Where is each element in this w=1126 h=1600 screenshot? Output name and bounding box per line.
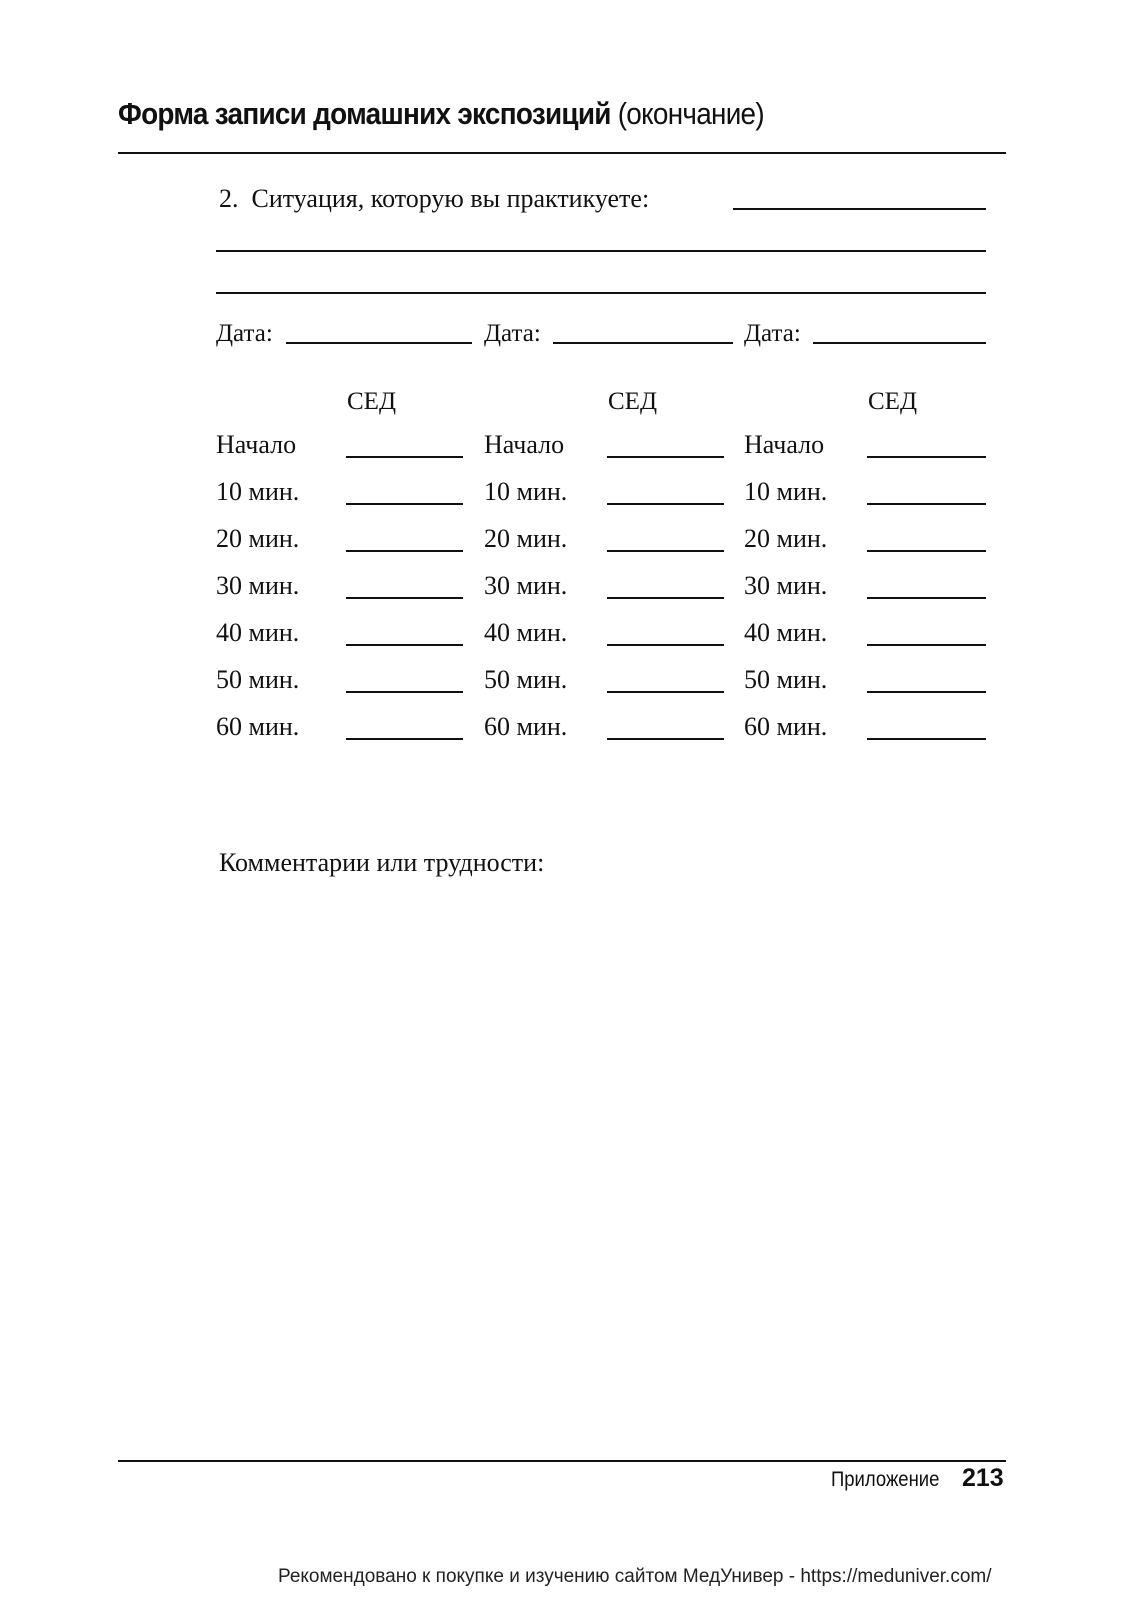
time-label: 30 мин. — [484, 571, 568, 600]
sed-header-3: СЕД — [868, 388, 917, 415]
sed-rating-field[interactable] — [346, 503, 463, 505]
sed-rating-field[interactable] — [867, 691, 986, 693]
situation-field-line-2[interactable] — [216, 250, 986, 252]
sed-rating-field[interactable] — [607, 503, 724, 505]
question-text — [219, 184, 649, 214]
time-label: 40 мин. — [744, 618, 828, 647]
time-label: Начало — [484, 430, 565, 459]
sed-rating-field[interactable] — [607, 691, 724, 693]
time-label: 20 мин. — [216, 524, 300, 553]
sed-rating-field[interactable] — [867, 644, 986, 646]
time-label: 40 мин. — [484, 618, 568, 647]
time-label: 20 мин. — [744, 524, 828, 553]
time-label: 60 мин. — [484, 712, 568, 741]
watermark: Рекомендовано к покупке и изучению сайтом МедУнивер - https://meduniver.com/ — [278, 1566, 992, 1587]
header-divider — [118, 152, 1006, 154]
footer-section: Приложение — [831, 1468, 940, 1491]
sed-rating-field[interactable] — [607, 550, 724, 552]
sed-rating-field[interactable] — [867, 550, 986, 552]
time-label: 10 мин. — [744, 477, 828, 506]
sed-rating-field[interactable] — [346, 738, 463, 740]
sed-rating-field[interactable] — [346, 597, 463, 599]
sed-header-1: СЕД — [347, 388, 396, 415]
sed-rating-field[interactable] — [867, 738, 986, 740]
date-label-2: Дата: — [484, 320, 541, 347]
sed-rating-field[interactable] — [346, 456, 463, 458]
sed-rating-field[interactable] — [607, 456, 724, 458]
time-label: 60 мин. — [216, 712, 300, 741]
sed-rating-field[interactable] — [867, 456, 986, 458]
sed-rating-field[interactable] — [607, 644, 724, 646]
title-main: Форма записи домашних экспозиций — [118, 96, 611, 131]
question-number: 2. — [219, 184, 239, 213]
sed-rating-field[interactable] — [607, 738, 724, 740]
sed-rating-field[interactable] — [867, 597, 986, 599]
time-label: Начало — [216, 430, 297, 459]
date-label-3: Дата: — [744, 320, 801, 347]
time-label: 50 мин. — [216, 665, 300, 694]
page-title — [118, 96, 764, 132]
time-label: 10 мин. — [484, 477, 568, 506]
comments-label: Комментарии или трудности: — [219, 848, 545, 877]
date-field-1[interactable] — [286, 342, 472, 344]
sed-header-2: СЕД — [608, 388, 657, 415]
date-field-2[interactable] — [553, 342, 733, 344]
date-label-1: Дата: — [216, 320, 273, 347]
situation-field-line-1[interactable] — [733, 208, 986, 210]
time-label: 60 мин. — [744, 712, 828, 741]
time-label: Начало — [744, 430, 825, 459]
time-label: 30 мин. — [216, 571, 300, 600]
title-suffix: (окончание) — [617, 96, 764, 131]
sed-rating-field[interactable] — [867, 503, 986, 505]
time-label: 50 мин. — [484, 665, 568, 694]
time-label: 10 мин. — [216, 477, 300, 506]
time-label: 50 мин. — [744, 665, 828, 694]
time-label: 20 мин. — [484, 524, 568, 553]
sed-rating-field[interactable] — [346, 550, 463, 552]
time-label: 30 мин. — [744, 571, 828, 600]
footer-divider — [118, 1460, 1006, 1462]
question-label: Ситуация, которую вы практикуете: — [251, 184, 650, 213]
time-label: 40 мин. — [216, 618, 300, 647]
sed-rating-field[interactable] — [607, 597, 724, 599]
date-field-3[interactable] — [813, 342, 986, 344]
page-number: 213 — [962, 1464, 1004, 1492]
sed-rating-field[interactable] — [346, 644, 463, 646]
situation-field-line-3[interactable] — [216, 292, 986, 294]
sed-rating-field[interactable] — [346, 691, 463, 693]
